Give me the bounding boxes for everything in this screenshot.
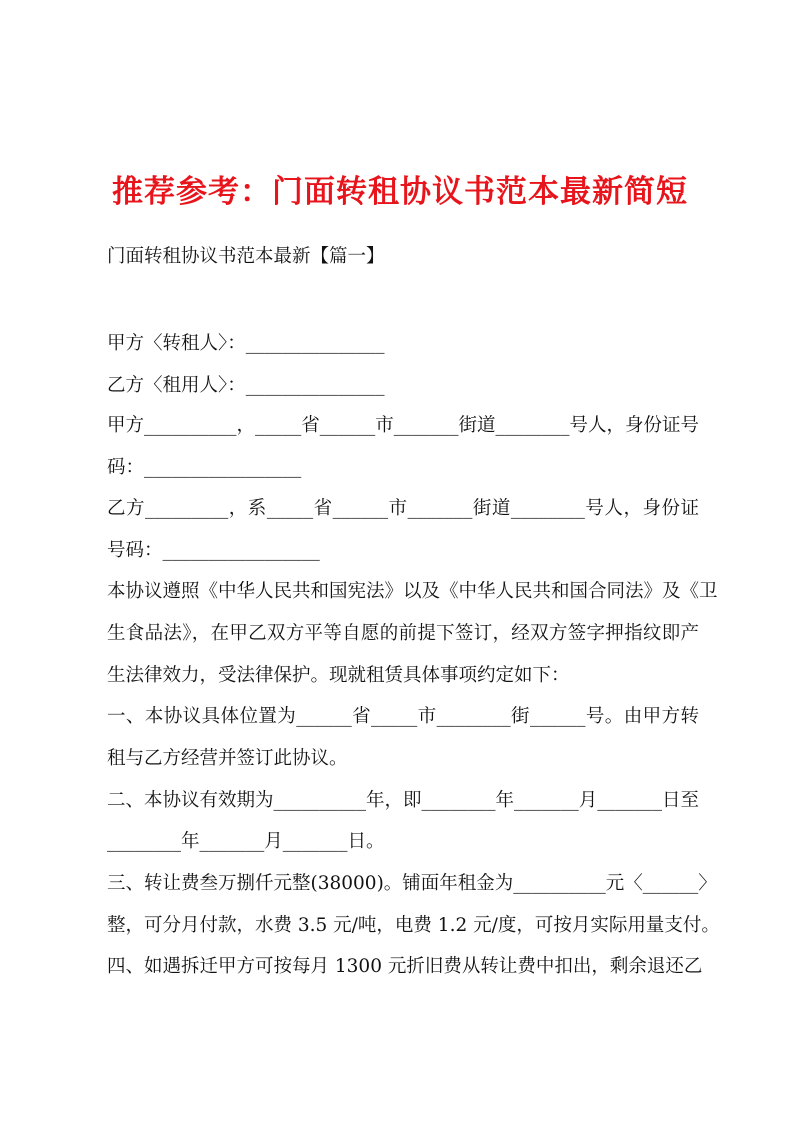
party-b-line: 乙方〈租用人〉：_______________	[107, 375, 385, 396]
party-a-id-line: 码：_________________	[107, 457, 302, 478]
clause-1-line: 一、本协议具体位置为______省_____市________街______号。由甲方转	[107, 706, 699, 727]
section-heading: 门面转租协议书范本最新【篇一】	[107, 246, 385, 267]
clause-3-line: 三、转让费叁万捌仟元整(38000)。铺面年租金为__________元〈______〉	[107, 873, 717, 894]
paragraph-line: 生食品法》，在甲乙双方平等自愿的前提下签订，经双方签字押指纹即产	[107, 623, 699, 644]
party-b-address-line: 乙方_________，系_____省______市_______街道________号人，身份证	[107, 498, 699, 519]
clause-1-line: 租与乙方经营并签订此协议。	[107, 748, 348, 769]
clause-2-line: ________年_______月_______日。	[107, 831, 385, 852]
party-a-line: 甲方〈转租人〉：_______________	[107, 333, 385, 354]
party-b-id-line: 号码：_________________	[107, 540, 320, 561]
paragraph-line: 本协议遵照《中华人民共和国宪法》以及《中华人民共和国合同法》及《卫	[107, 581, 718, 602]
paragraph-line: 生法律效力，受法律保护。现就租赁具体事项约定如下：	[107, 665, 570, 686]
clause-4-line: 四、如遇拆迁甲方可按每月 1300 元折旧费从转让费中扣出，剩余退还乙	[107, 956, 703, 977]
clause-2-line: 二、本协议有效期为__________年，即________年_______月_______日至	[107, 790, 700, 811]
party-a-address-line: 甲方__________，_____省______市_______街道________号人，身份证号	[107, 415, 700, 436]
clause-3-line: 整，可分月付款，水费 3.5 元/吨，电费 1.2 元/度，可按月实际用量支付。	[107, 915, 720, 936]
document-title: 推荐参考：门面转租协议书范本最新简短	[112, 174, 688, 210]
